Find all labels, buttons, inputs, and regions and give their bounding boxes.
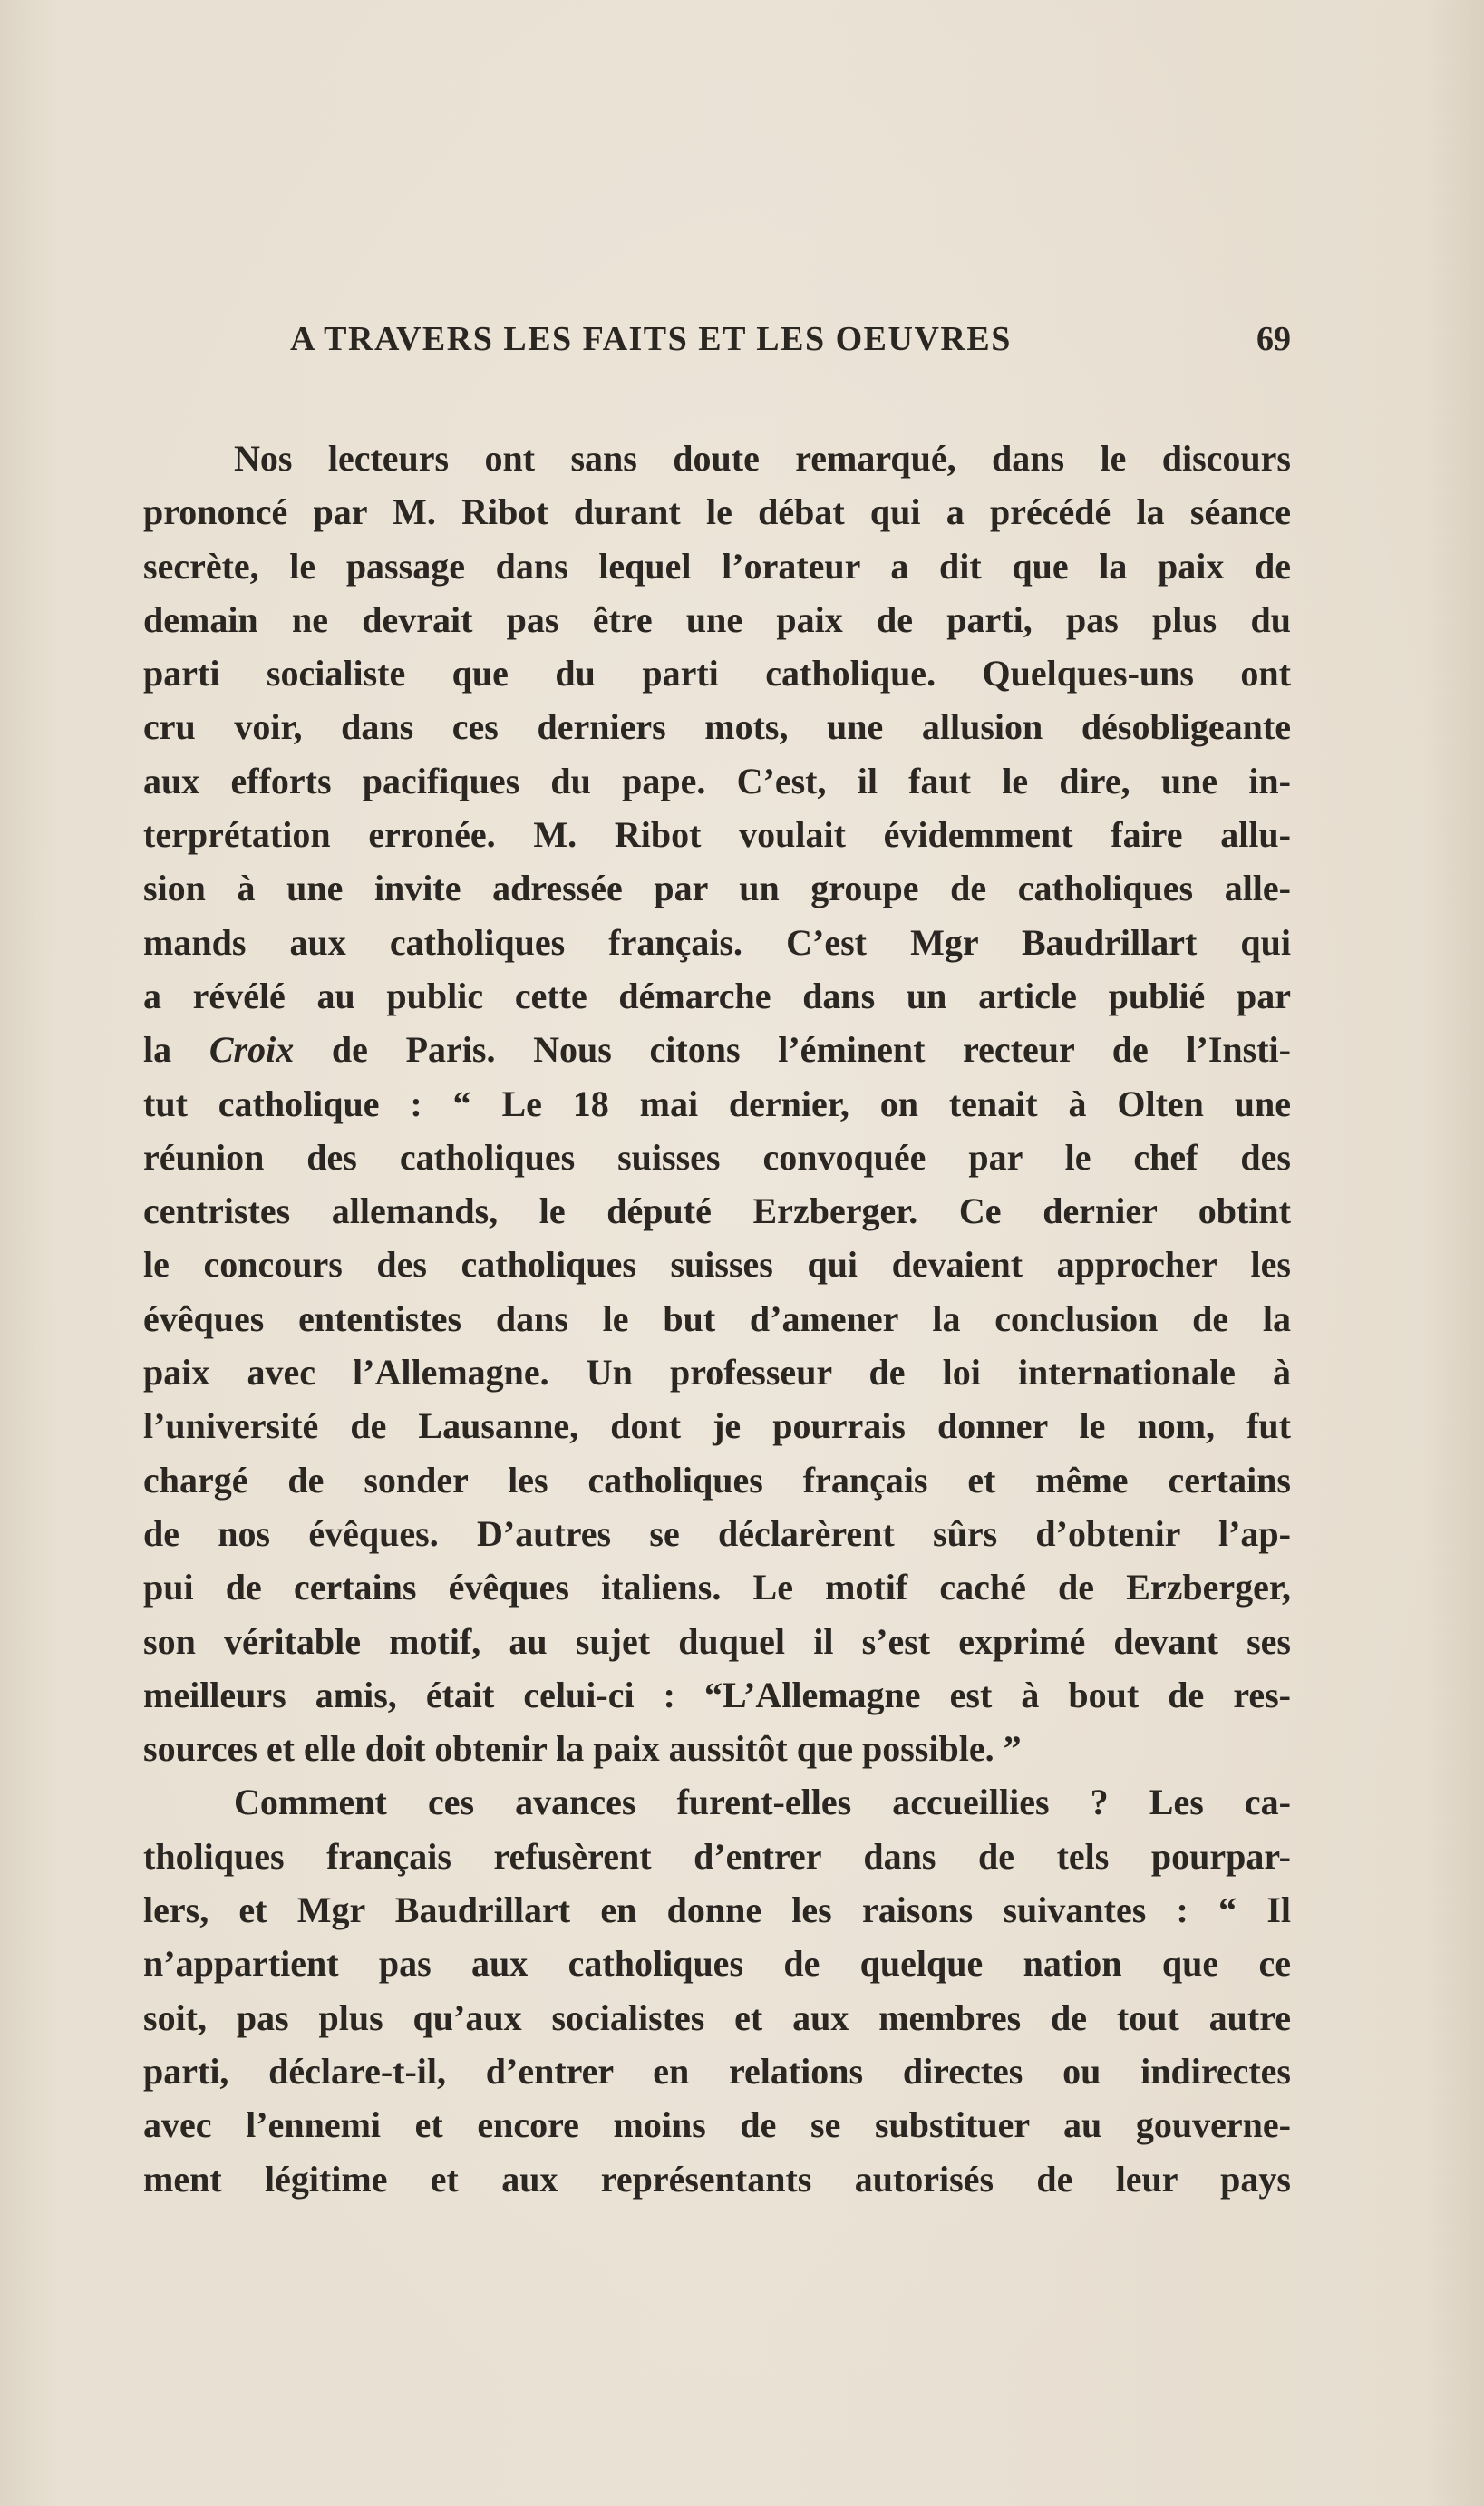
page-number: 69 bbox=[1256, 320, 1291, 358]
text-line: de nos évêques. D’autres se déclarèrent sûrs d’obtenir l’ap- bbox=[143, 1512, 1291, 1554]
running-head bbox=[290, 319, 1291, 363]
text-line: a révélé au public cette démarche dans un article publié par bbox=[143, 975, 1291, 1016]
text-line: le concours des catholiques suisses qui devaient approcher les bbox=[143, 1244, 1291, 1286]
text-line: sion à une invite adressée par un groupe de catholiques alle- bbox=[143, 868, 1291, 909]
text-line: prononcé par M. Ribot durant le débat qui a précédé la séance bbox=[143, 491, 1291, 533]
text-line: secrète, le passage dans lequel l’orateur a dit que la paix de bbox=[143, 545, 1291, 587]
text-line: tholiques français refusèrent d’entrer dans de tels pourpar- bbox=[143, 1835, 1291, 1877]
text-line: son véritable motif, au sujet duquel il s’est exprimé devant ses bbox=[143, 1620, 1291, 1662]
text-line: réunion des catholiques suisses convoquée par le chef des bbox=[143, 1136, 1291, 1178]
text-fragment: de Paris. Nous citons l’éminent recteur de l’Insti- bbox=[294, 1029, 1291, 1071]
text-line: soit, pas plus qu’aux socialistes et aux membres de tout autre bbox=[143, 1996, 1291, 2038]
text-line: parti socialiste que du parti catholique. Quelques-uns ont bbox=[143, 653, 1291, 694]
text-line: pui de certains évêques italiens. Le motif caché de Erzberger, bbox=[143, 1567, 1291, 1608]
body-text bbox=[143, 432, 1291, 2206]
running-title: A TRAVERS LES FAITS ET LES OEUVRES bbox=[290, 320, 1012, 358]
text-line: n’appartient pas aux catholiques de quelque nation que ce bbox=[143, 1943, 1291, 1985]
text-fragment: la bbox=[143, 1029, 209, 1071]
text-line: cru voir, dans ces derniers mots, une allusion désobligeante bbox=[143, 706, 1291, 748]
text-line: chargé de sonder les catholiques français et même certains bbox=[143, 1459, 1291, 1501]
text-line: lers, et Mgr Baudrillart en donne les raisons suivantes : “ Il bbox=[143, 1889, 1291, 1931]
newspaper-title: Croix bbox=[209, 1029, 295, 1071]
text-line: avec l’ennemi et encore moins de se substituer au gouverne- bbox=[143, 2104, 1291, 2146]
text-line: terprétation erronée. M. Ribot voulait évidemment faire allu- bbox=[143, 814, 1291, 856]
text-line: aux efforts pacifiques du pape. C’est, il faut le dire, une in- bbox=[143, 760, 1291, 801]
text-line: évêques ententistes dans le but d’amener la conclusion de la bbox=[143, 1297, 1291, 1339]
text-line: Nos lecteurs ont sans doute remarqué, dans le discours bbox=[234, 438, 1291, 479]
text-line: centristes allemands, le député Erzberger. Ce dernier obtint bbox=[143, 1190, 1291, 1232]
text-line: Comment ces avances furent-elles accueillies ? Les ca- bbox=[234, 1782, 1291, 1823]
text-line: paix avec l’Allemagne. Un professeur de loi internationale à bbox=[143, 1352, 1291, 1394]
text-line-with-italic bbox=[143, 1023, 1291, 1076]
text-line: parti, déclare-t-il, d’entrer en relations directes ou indirectes bbox=[143, 2050, 1291, 2092]
text-line: sources et elle doit obtenir la paix aussitôt que possible. ” bbox=[143, 1728, 1022, 1770]
text-line: meilleurs amis, était celui-ci : “L’Allemagne est à bout de res- bbox=[143, 1674, 1291, 1715]
text-line: tut catholique : “ Le 18 mai dernier, on tenait à Olten une bbox=[143, 1083, 1291, 1124]
text-line: mands aux catholiques français. C’est Mgr Baudrillart qui bbox=[143, 921, 1291, 963]
text-line: l’université de Lausanne, dont je pourrais donner le nom, fut bbox=[143, 1405, 1291, 1447]
text-line: ment légitime et aux représentants autorisés de leur pays bbox=[143, 2158, 1291, 2200]
text-line: demain ne devrait pas être une paix de parti, pas plus du bbox=[143, 598, 1291, 640]
